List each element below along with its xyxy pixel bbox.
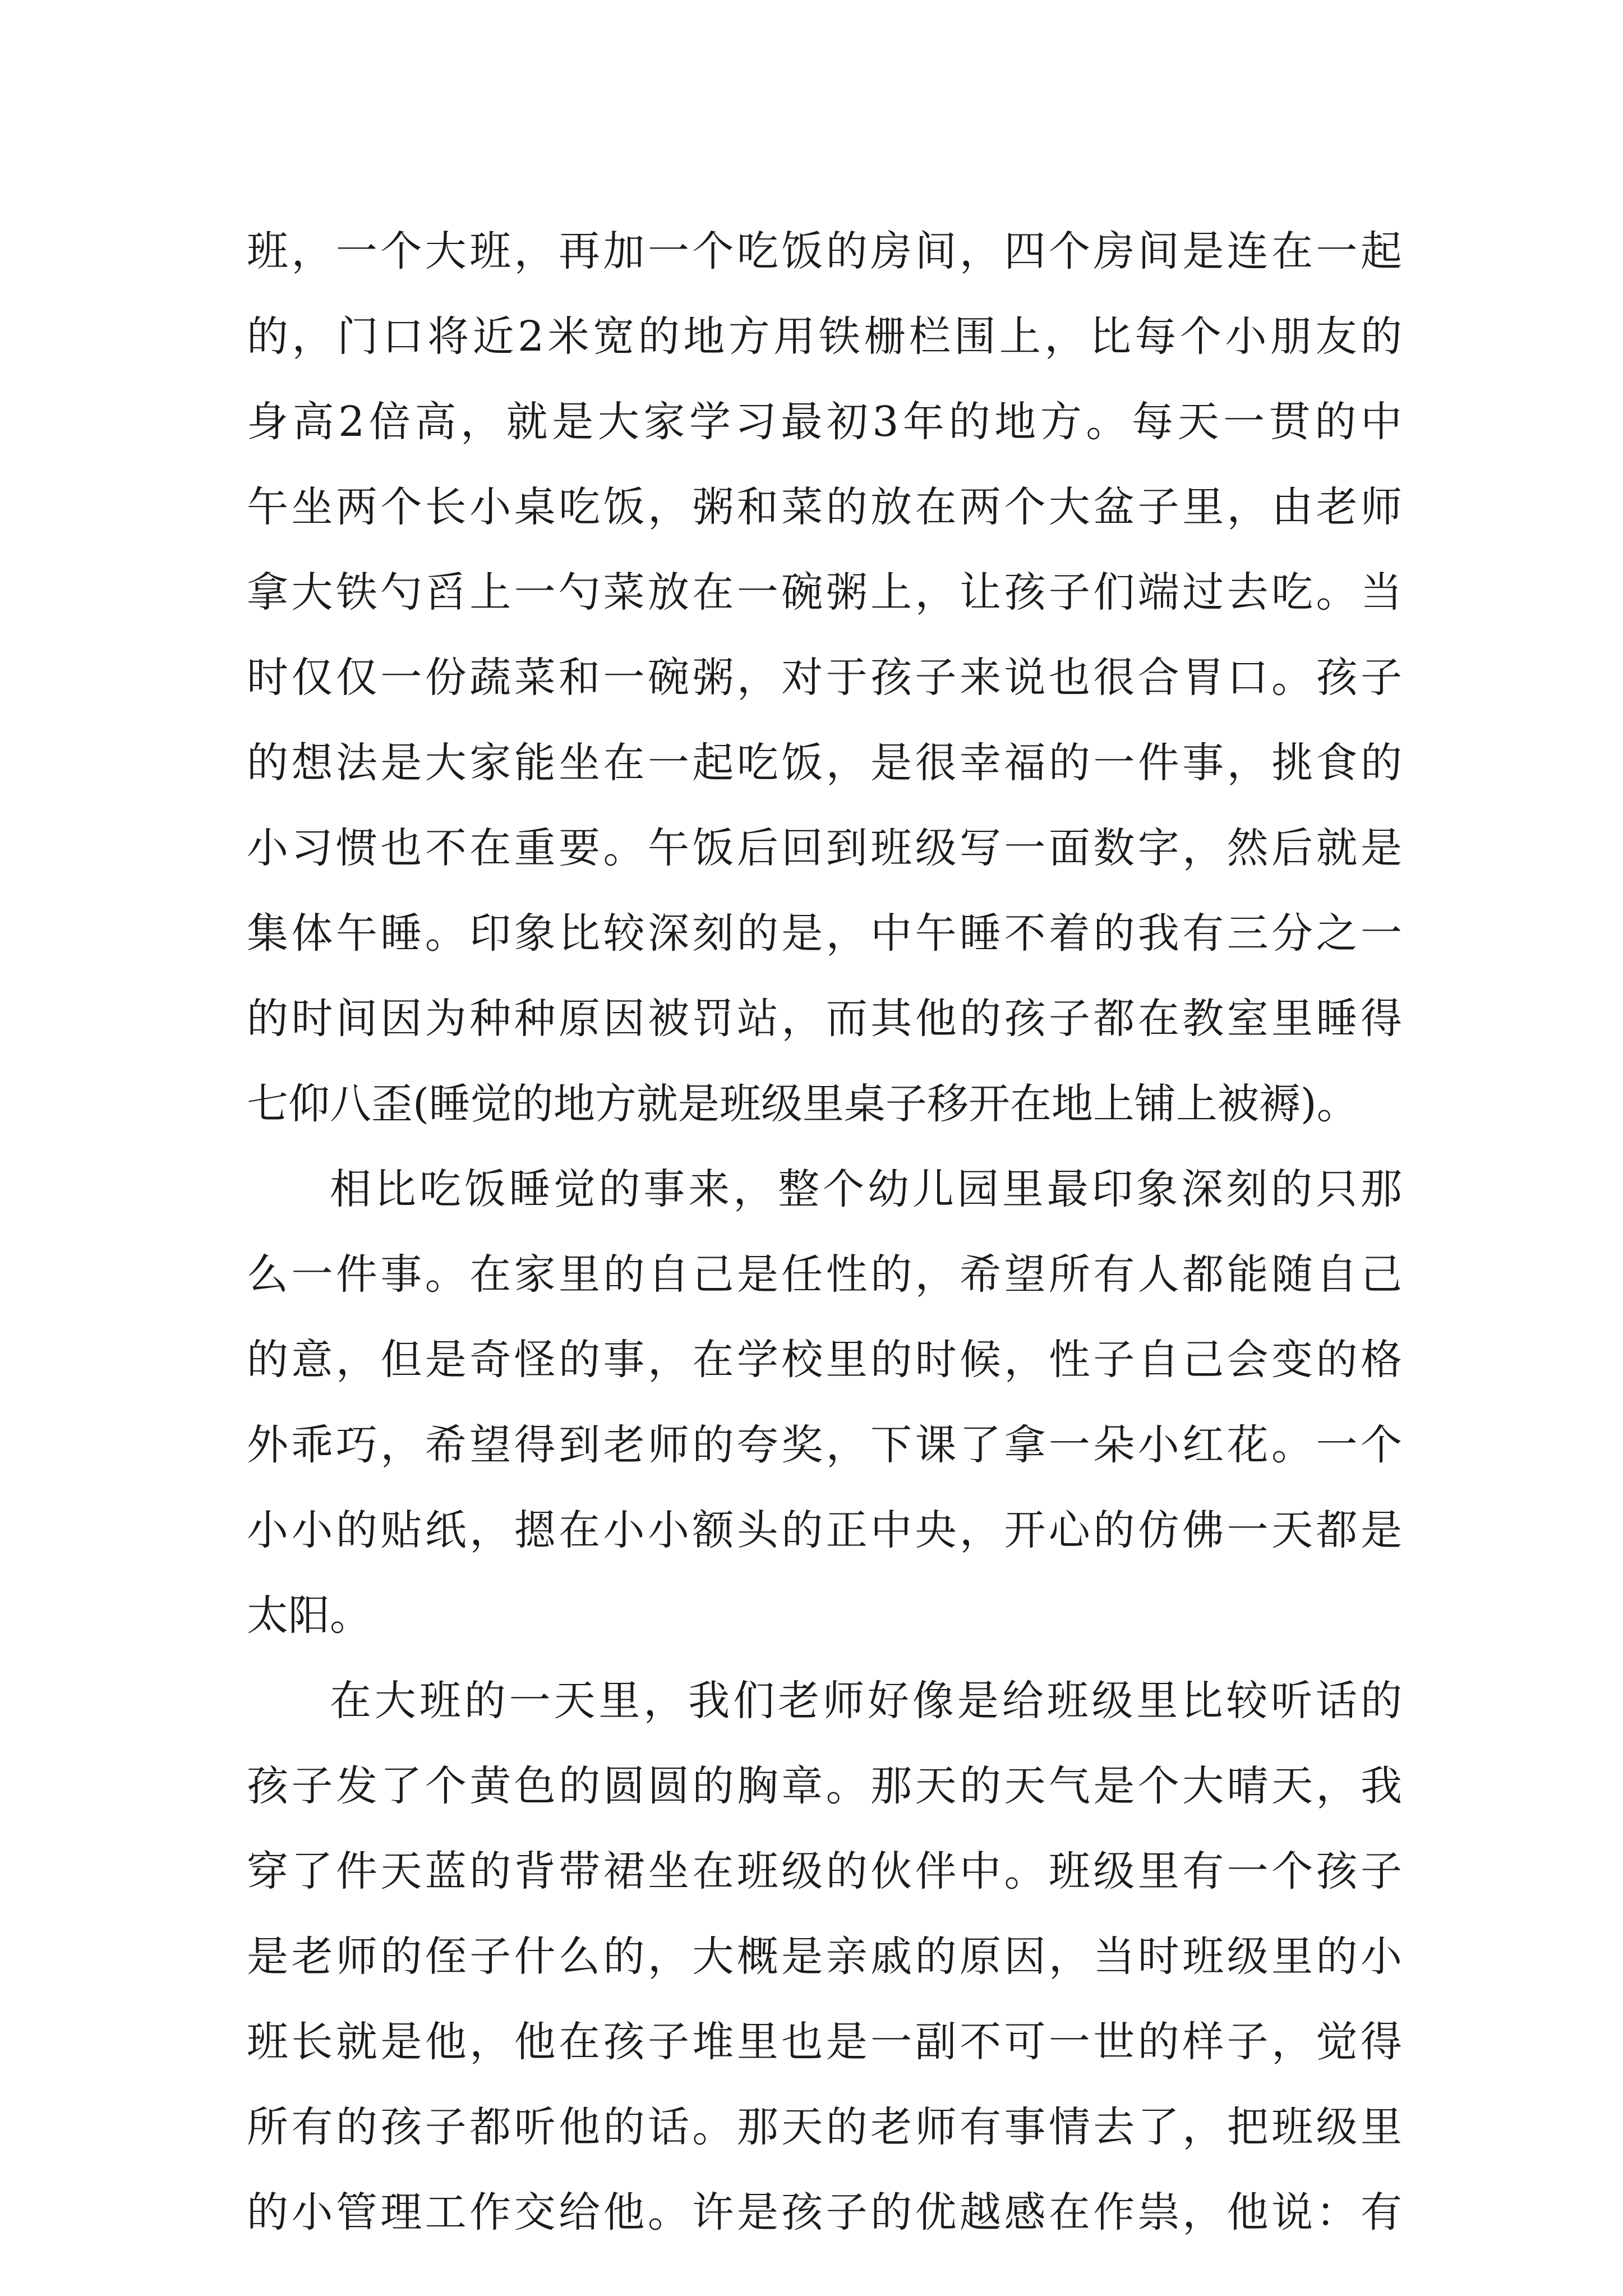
text-line: 班，一个大班，再加一个吃饭的房间，四个房间是连在一起 [247,227,1402,275]
text-line: 么一件事。在家里的自己是任性的，希望所有人都能随自己 [247,1250,1402,1299]
text-line: 的，门口将近2米宽的地方用铁栅栏围上，比每个小朋友的 [247,312,1402,361]
text-line: 的想法是大家能坐在一起吃饭，是很幸福的一件事，挑食的 [247,739,1402,787]
text-line: 是老师的侄子什么的，大概是亲戚的原因，当时班级里的小 [247,1932,1402,1981]
text-line: 小小的贴纸，摁在小小额头的正中央，开心的仿佛一天都是 [247,1506,1402,1554]
text-line: 穿了件天蓝的背带裙坐在班级的伙伴中。班级里有一个孩子 [247,1847,1402,1895]
text-line: 的意，但是奇怪的事，在学校里的时候，性子自己会变的格 [247,1336,1402,1384]
paragraph-first-line: 相比吃饭睡觉的事来，整个幼儿园里最印象深刻的只那 [330,1165,1402,1213]
text-line: 拿大铁勺舀上一勺菜放在一碗粥上，让孩子们端过去吃。当 [247,568,1402,616]
paragraph-first-line: 在大班的一天里，我们老师好像是给班级里比较听话的 [330,1677,1402,1725]
text-line: 太阳。 [247,1591,371,1640]
text-line: 班长就是他，他在孩子堆里也是一副不可一世的样子，觉得 [247,2018,1402,2066]
text-line: 所有的孩子都听他的话。那天的老师有事情去了，把班级里 [247,2103,1402,2151]
body-text [247,209,1402,2255]
text-line: 集体午睡。印象比较深刻的是，中午睡不着的我有三分之一 [247,909,1402,958]
text-line: 小习惯也不在重要。午饭后回到班级写一面数字，然后就是 [247,824,1402,872]
text-line: 外乖巧，希望得到老师的夸奖，下课了拿一朵小红花。一个 [247,1421,1402,1469]
text-line: 身高2倍高，就是大家学习最初3年的地方。每天一贯的中 [247,398,1402,446]
text-line: 的小管理工作交给他。许是孩子的优越感在作祟，他说：有 [247,2188,1402,2237]
text-line: 时仅仅一份蔬菜和一碗粥，对于孩子来说也很合胃口。孩子 [247,654,1402,702]
text-line: 的时间因为种种原因被罚站，而其他的孩子都在教室里睡得 [247,995,1402,1043]
text-line: 七仰八歪(睡觉的地方就是班级里桌子移开在地上铺上被褥)。 [247,1080,1358,1128]
text-line: 孩子发了个黄色的圆圆的胸章。那天的天气是个大晴天，我 [247,1762,1402,1810]
text-line: 午坐两个长小桌吃饭，粥和菜的放在两个大盆子里，由老师 [247,483,1402,531]
